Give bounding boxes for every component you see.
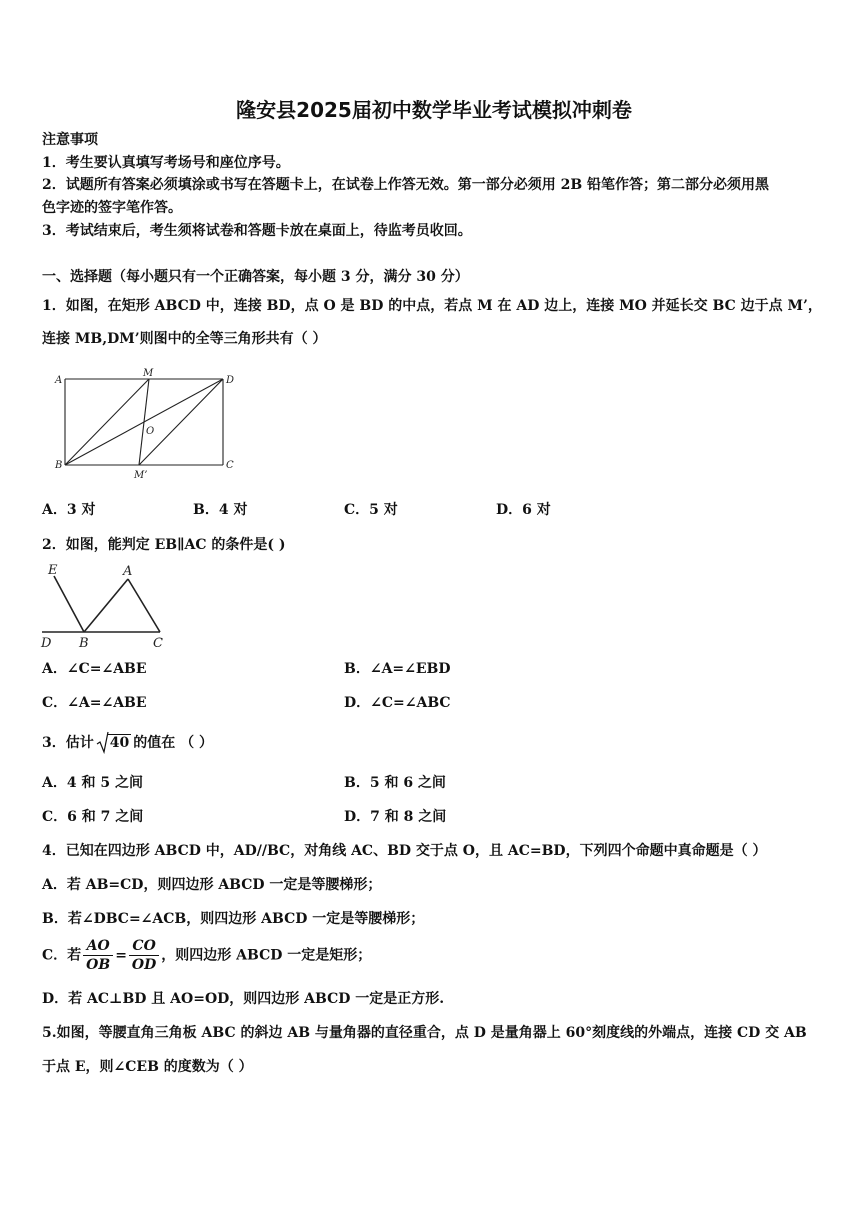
notice-item: 3．考试结束后，考生须将试卷和答题卡放在桌面上，待监考员收回。 [42, 223, 472, 239]
question-3-suffix: 的值在 （ ） [133, 735, 213, 751]
question-5-stem: 5.如图，等腰直角三角板 ABC 的斜边 AB 与量角器的直径重合，点 D 是量角器上 60°刻度线的外端点，连接 CD 交 AB [42, 1025, 807, 1041]
option-c-suffix: ，则四边形 ABCD 一定是矩形； [161, 947, 372, 964]
option-d: D．6 对 [496, 502, 551, 518]
fig1-label-c: C [226, 460, 234, 471]
fig1-label-d: D [226, 375, 235, 386]
fig2-label-d: D [41, 636, 52, 651]
fig1-label-o: O [146, 426, 155, 437]
fraction-co-od: $\frac{CO}{OD}$ [129, 937, 159, 974]
option-b: B．4 对 [193, 502, 248, 518]
question-2-figure [38, 560, 174, 652]
option-c: C．∠A=∠ABE [42, 695, 147, 711]
question-1-figure [52, 364, 242, 482]
question-2-stem: 2．如图，能判定 EB∥AC 的条件是( ) [42, 537, 286, 553]
option-b: B．若∠DBC=∠ACB，则四边形 ABCD 一定是等腰梯形； [42, 911, 425, 927]
fig1-label-b: B [55, 460, 63, 471]
notice-item: 1．考生要认真填写考场号和座位序号。 [42, 155, 290, 171]
fraction-ao-ob: $\frac{AO}{OB}$ [83, 937, 113, 974]
radical-sign-icon [96, 730, 109, 754]
notice-item: 2．试题所有答案必须填涂或书写在答题卡上，在试卷上作答无效。第一部分必须用 2B 铅笔作答；第二部分必须用黑 [42, 177, 770, 193]
section-heading: 一、选择题（每小题只有一个正确答案，每小题 3 分，满分 30 分） [42, 269, 469, 285]
option-d: D．∠C=∠ABC [344, 695, 451, 711]
fig2-label-a: A [123, 564, 133, 579]
option-d: D．若 AC⊥BD 且 AO=OD，则四边形 ABCD 一定是正方形. [42, 991, 445, 1007]
question-1-stem-cont: 连接 MB,DM’则图中的全等三角形共有（ ） [42, 331, 327, 347]
fig1-label-mprime: M’ [134, 470, 148, 481]
option-b: B．∠A=∠EBD [344, 661, 451, 677]
option-c: C．6 和 7 之间 [42, 809, 144, 825]
sqrt-expression [96, 733, 131, 753]
fig2-label-b: B [79, 636, 89, 651]
question-3-stem [42, 733, 213, 753]
fig2-label-c: C [153, 636, 163, 651]
question-5-stem-cont: 于点 E，则∠CEB 的度数为（ ） [42, 1059, 253, 1075]
option-c [42, 937, 371, 974]
question-3-prefix: 3．估计 [42, 735, 94, 751]
fig2-label-e: E [48, 563, 58, 578]
option-c: C．5 对 [344, 502, 398, 518]
fig1-label-m: M [143, 368, 154, 379]
option-b: B．5 和 6 之间 [344, 775, 446, 791]
question-1-stem: 1．如图，在矩形 ABCD 中，连接 BD，点 O 是 BD 的中点，若点 M 在 AD 边上，连接 MO 并延长交 BC 边于点 M’， [42, 298, 822, 314]
equals-sign: = [115, 947, 127, 964]
fig1-label-a: A [55, 375, 63, 386]
option-d: D．7 和 8 之间 [344, 809, 447, 825]
option-c-prefix: C．若 [42, 947, 82, 964]
notice-item: 色字迹的签字笔作答。 [42, 200, 182, 216]
option-a: A．3 对 [42, 502, 96, 518]
question-4-stem: 4．已知在四边形 ABCD 中，AD//BC，对角线 AC、BD 交于点 O，且 AC=BD，下列四个命题中真命题是（ ） [42, 843, 767, 859]
option-a: A．∠C=∠ABE [42, 661, 147, 677]
option-a: A．4 和 5 之间 [42, 775, 143, 791]
radicand: 40 [109, 735, 130, 751]
notice-heading: 注意事项 [42, 132, 98, 148]
option-a: A．若 AB=CD，则四边形 ABCD 一定是等腰梯形； [42, 877, 382, 893]
page-title: 隆安县2025届初中数学毕业考试模拟冲刺卷 [236, 98, 632, 122]
